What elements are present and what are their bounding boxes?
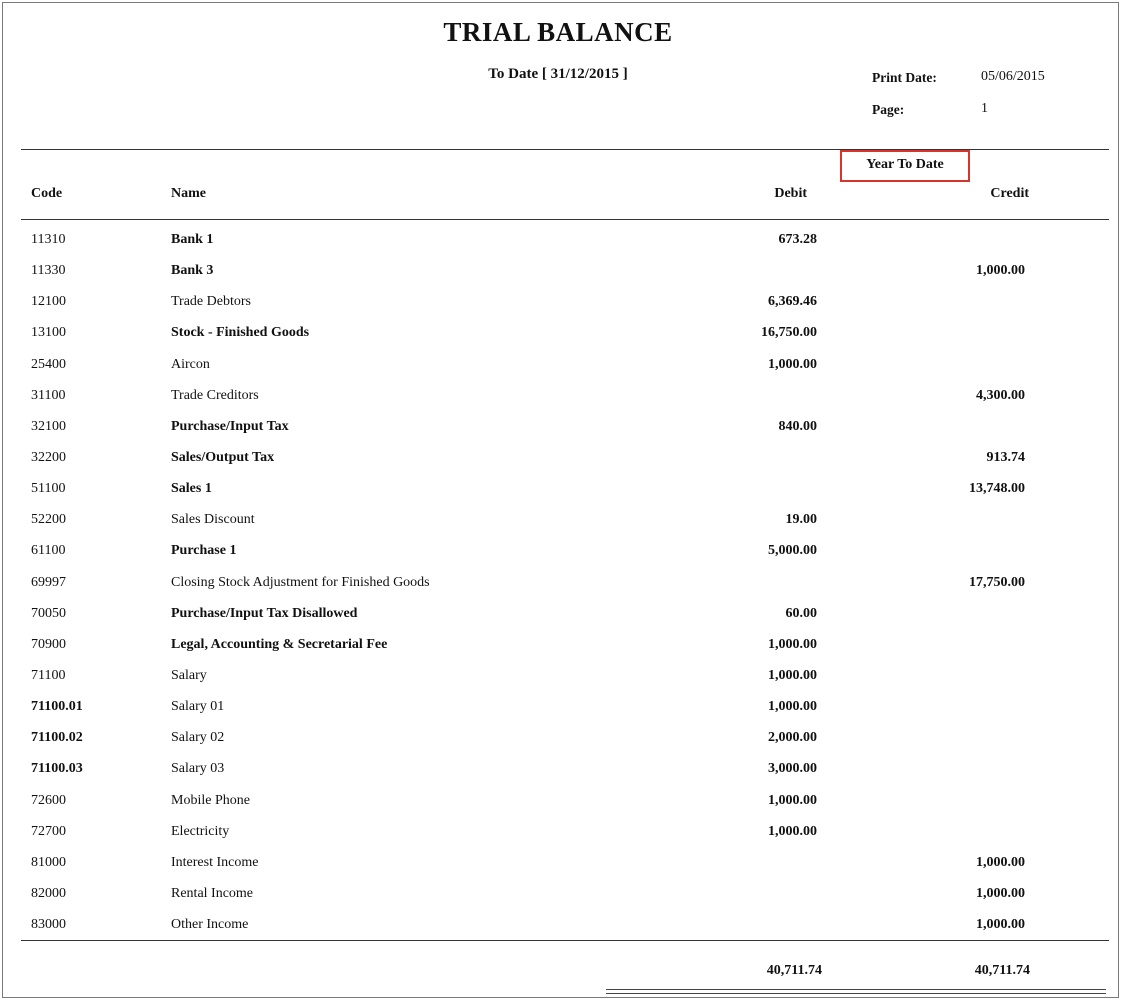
account-code: 81000 bbox=[31, 854, 66, 870]
account-code: 71100 bbox=[31, 667, 66, 683]
debit-amount: 60.00 bbox=[785, 605, 817, 621]
account-code: 71100.02 bbox=[31, 730, 83, 746]
account-code: 11310 bbox=[31, 232, 66, 247]
table-row bbox=[3, 817, 1113, 848]
account-name: Sales Discount bbox=[171, 512, 255, 528]
table-row bbox=[3, 568, 1113, 599]
account-code: 12100 bbox=[31, 294, 66, 310]
account-name: Purchase 1 bbox=[171, 543, 237, 559]
column-header-debit: Debit bbox=[774, 186, 807, 201]
column-header-credit: Credit bbox=[990, 186, 1029, 201]
table-row bbox=[3, 443, 1113, 474]
account-name: Other Income bbox=[171, 917, 249, 933]
account-code: 32100 bbox=[31, 418, 66, 434]
account-name: Purchase/Input Tax bbox=[171, 418, 289, 434]
account-name: Salary bbox=[171, 667, 207, 683]
account-code: 83000 bbox=[31, 917, 66, 933]
account-name: Salary 01 bbox=[171, 699, 225, 715]
account-name: Electricity bbox=[171, 823, 230, 839]
account-code: 25400 bbox=[31, 356, 66, 372]
table-row bbox=[3, 225, 1113, 256]
table-row bbox=[3, 848, 1113, 879]
debit-amount: 2,000.00 bbox=[768, 730, 817, 746]
account-name: Stock - Finished Goods bbox=[171, 325, 310, 341]
debit-amount: 1,000.00 bbox=[768, 667, 817, 683]
header-bottom-divider bbox=[21, 219, 1109, 220]
total-debit: 40,711.74 bbox=[766, 963, 822, 978]
totals-double-underline bbox=[606, 989, 1106, 994]
debit-amount: 1,000.00 bbox=[768, 823, 817, 839]
account-code: 82000 bbox=[31, 885, 66, 901]
table-row bbox=[3, 786, 1113, 817]
table-row bbox=[3, 754, 1113, 785]
trial-balance-rows bbox=[3, 225, 1113, 941]
page-number: 1 bbox=[981, 101, 988, 116]
debit-amount: 5,000.00 bbox=[768, 543, 817, 559]
account-code: 71100.01 bbox=[31, 699, 83, 715]
debit-amount: 1,000.00 bbox=[768, 356, 817, 372]
table-row bbox=[3, 630, 1113, 661]
table-row bbox=[3, 723, 1113, 754]
account-code: 32200 bbox=[31, 449, 66, 465]
total-credit: 40,711.74 bbox=[974, 963, 1030, 978]
print-date-label: Print Date: bbox=[872, 70, 937, 85]
account-name: Salary 02 bbox=[171, 730, 225, 746]
table-row bbox=[3, 910, 1113, 941]
debit-amount: 840.00 bbox=[778, 418, 817, 434]
account-name: Bank 3 bbox=[171, 263, 214, 279]
table-row bbox=[3, 505, 1113, 536]
account-code: 72600 bbox=[31, 792, 66, 808]
table-row bbox=[3, 661, 1113, 692]
credit-amount: 4,300.00 bbox=[976, 387, 1025, 403]
account-name: Trade Creditors bbox=[171, 387, 259, 403]
debit-amount: 673.28 bbox=[778, 232, 817, 247]
column-header-name: Name bbox=[171, 186, 206, 201]
credit-amount: 1,000.00 bbox=[976, 885, 1025, 901]
account-name: Salary 03 bbox=[171, 761, 225, 777]
print-date-value: 05/06/2015 bbox=[981, 69, 1045, 84]
account-code: 11330 bbox=[31, 263, 66, 279]
table-row bbox=[3, 879, 1113, 910]
account-name: Bank 1 bbox=[171, 232, 214, 247]
report-page bbox=[2, 2, 1119, 998]
table-row bbox=[3, 350, 1113, 381]
report-date-range: To Date [ 31/12/2015 ] bbox=[488, 66, 628, 82]
credit-amount: 17,750.00 bbox=[969, 574, 1025, 590]
account-name: Rental Income bbox=[171, 885, 254, 901]
account-code: 31100 bbox=[31, 387, 66, 403]
totals-divider bbox=[21, 940, 1109, 941]
debit-amount: 1,000.00 bbox=[768, 792, 817, 808]
account-code: 13100 bbox=[31, 325, 66, 341]
table-row bbox=[3, 692, 1113, 723]
table-row bbox=[3, 287, 1113, 318]
table-row bbox=[3, 256, 1113, 287]
table-row bbox=[3, 381, 1113, 412]
credit-amount: 1,000.00 bbox=[976, 917, 1025, 933]
account-name: Sales 1 bbox=[171, 481, 212, 497]
debit-amount: 19.00 bbox=[785, 512, 817, 528]
account-code: 52200 bbox=[31, 512, 66, 528]
account-name: Purchase/Input Tax Disallowed bbox=[171, 605, 358, 621]
credit-amount: 1,000.00 bbox=[976, 263, 1025, 279]
account-name: Interest Income bbox=[171, 854, 259, 870]
account-code: 61100 bbox=[31, 543, 66, 559]
account-code: 72700 bbox=[31, 823, 66, 839]
table-row bbox=[3, 536, 1113, 567]
debit-amount: 6,369.46 bbox=[768, 294, 817, 310]
account-code: 69997 bbox=[31, 574, 66, 590]
year-to-date-header: Year To Date bbox=[840, 150, 970, 182]
credit-amount: 13,748.00 bbox=[969, 481, 1025, 497]
debit-amount: 1,000.00 bbox=[768, 699, 817, 715]
report-title: TRIAL BALANCE bbox=[443, 17, 673, 47]
account-name: Closing Stock Adjustment for Finished Goods bbox=[171, 574, 430, 590]
credit-amount: 913.74 bbox=[986, 449, 1025, 465]
debit-amount: 16,750.00 bbox=[761, 325, 817, 341]
account-name: Legal, Accounting & Secretarial Fee bbox=[171, 636, 388, 652]
table-row bbox=[3, 474, 1113, 505]
credit-amount: 1,000.00 bbox=[976, 854, 1025, 870]
account-code: 51100 bbox=[31, 481, 66, 497]
account-name: Sales/Output Tax bbox=[171, 449, 275, 465]
table-row bbox=[3, 412, 1113, 443]
account-code: 70050 bbox=[31, 605, 66, 621]
account-name: Trade Debtors bbox=[171, 294, 251, 310]
account-code: 70900 bbox=[31, 636, 66, 652]
account-name: Mobile Phone bbox=[171, 792, 250, 808]
page-label: Page: bbox=[872, 102, 905, 117]
column-header-code: Code bbox=[31, 186, 63, 201]
table-row bbox=[3, 318, 1113, 349]
table-row bbox=[3, 599, 1113, 630]
account-name: Aircon bbox=[171, 356, 210, 372]
debit-amount: 3,000.00 bbox=[768, 761, 817, 777]
debit-amount: 1,000.00 bbox=[768, 636, 817, 652]
account-code: 71100.03 bbox=[31, 761, 83, 777]
